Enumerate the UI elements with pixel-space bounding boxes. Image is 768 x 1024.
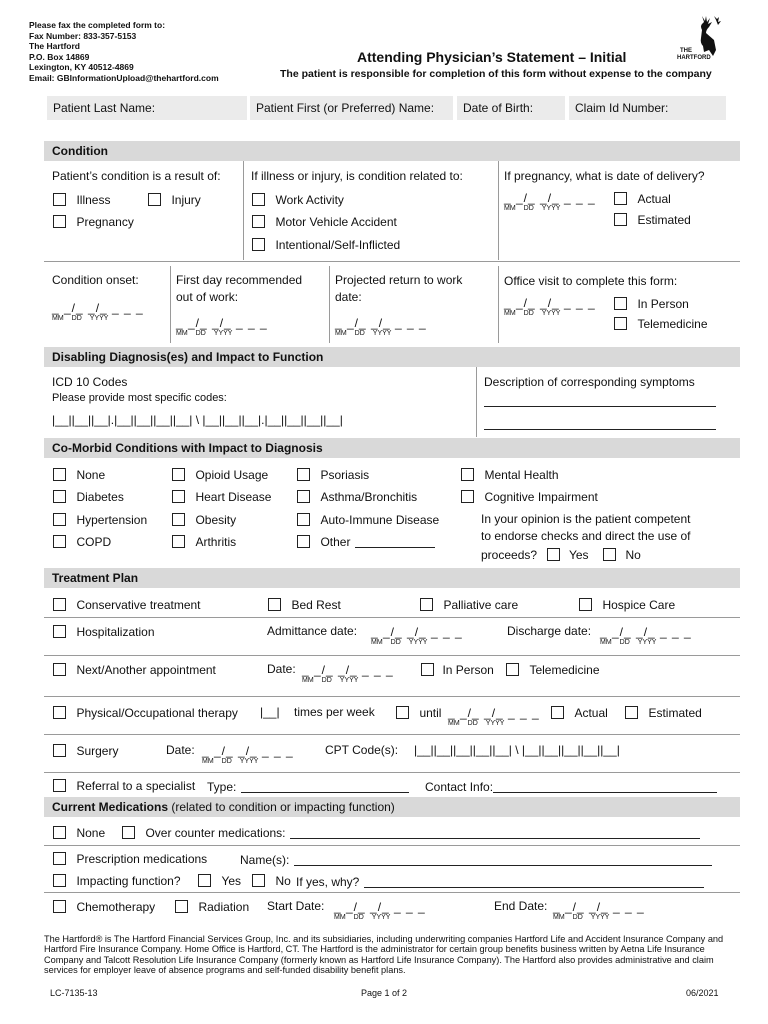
date-format-hint: MM DD YYYY: [600, 639, 657, 646]
comorbid-label: Obesity: [195, 513, 237, 527]
bed-rest-checkbox[interactable]: [268, 598, 281, 611]
prescription-option[interactable]: [53, 850, 207, 868]
comorbid-label: Cognitive Impairment: [484, 490, 598, 504]
therapy-estimated-option[interactable]: [625, 704, 702, 722]
icd-code-input[interactable]: |__||__||__|.|__||__||__||__| \ |__||__||__|.|__||__||__||__|: [52, 413, 343, 427]
delivery-date-field[interactable]: [504, 191, 596, 213]
otc-checkbox[interactable]: [122, 826, 135, 839]
patient-first-name-label: Patient First (or Preferred) Name:: [256, 101, 435, 115]
surgery-option[interactable]: [53, 742, 118, 760]
next-appt-option[interactable]: [53, 661, 216, 679]
psoriasis-checkbox[interactable]: [297, 468, 310, 481]
therapy-estimated-checkbox[interactable]: [625, 706, 638, 719]
related-to-label: If illness or injury, is condition related to:: [251, 169, 463, 183]
illness-checkbox[interactable]: [53, 193, 66, 206]
chemo-option[interactable]: [53, 898, 155, 916]
form-title: Attending Physician’s Statement – Initial: [357, 49, 627, 65]
date-format-hint: MM DD YYYY: [52, 315, 109, 322]
date-format-hint: MM DD YYYY: [504, 205, 561, 212]
surgery-date-blank: _ _/_ _/_ _ _ _: [202, 744, 294, 758]
start-date-blank: _ _/_ _/_ _ _ _: [334, 900, 426, 914]
illness-label: Illness: [76, 193, 111, 207]
divider: [44, 261, 740, 262]
legal-disclaimer: The Hartford® is The Hartford Financial Services Group, Inc. and its subsidiaries, including underwriting companies Hartford Life and Accident Insurance Company and Hartford Fire Insurance Company. Home Office is Hartford, CT. The Hartford is the administrator for certain group benefits business written by Aetna Life Insurance Company and Talcott Resolution Life Insurance Company (formerly known as Hartford Life Insurance Company). The Hartford also provides administrative and claim services for employer leave of absence programs and self-funded disability benefit plans.: [44, 934, 724, 976]
palliative-checkbox[interactable]: [420, 598, 433, 611]
times-per-week-input[interactable]: |__|: [260, 705, 280, 719]
radiation-label: Radiation: [198, 900, 250, 914]
patient-last-name-label: Patient Last Name:: [53, 101, 156, 115]
injury-label: Injury: [171, 193, 201, 207]
competent-line-1: In your opinion is the patient competent: [481, 512, 691, 526]
psoriasis-option[interactable]: [297, 466, 369, 484]
surgery-label: Surgery: [76, 744, 119, 758]
divider: [44, 845, 740, 846]
impacting-yes-checkbox[interactable]: [198, 874, 211, 887]
first-day-date-blank: _ _/_ _/_ _ _ _: [176, 316, 268, 330]
condition-result-label: Patient’s condition is a result of:: [52, 169, 221, 183]
chemo-label: Chemotherapy: [76, 900, 156, 914]
office-visit-label: Office visit to complete this form:: [504, 274, 678, 288]
comorbid-label: Asthma/Bronchitis: [320, 490, 418, 504]
competent-question: proceeds?: [481, 548, 538, 562]
delivery-estimated-label: Estimated: [637, 213, 691, 227]
surgery-checkbox[interactable]: [53, 744, 66, 757]
dob-label: Date of Birth:: [463, 101, 534, 115]
logo-the: THE: [680, 48, 692, 54]
contact-email: Email: GBInformationUpload@thehartford.com: [29, 72, 219, 83]
delivery-estimated-checkbox[interactable]: [614, 213, 627, 226]
therapy-actual-label: Actual: [574, 706, 608, 720]
hartford-logo: [676, 16, 722, 68]
injury-checkbox[interactable]: [148, 193, 161, 206]
divider: [498, 266, 499, 343]
visit-in-person-label: In Person: [637, 297, 689, 311]
date-format-hint: MM DD YYYY: [335, 330, 392, 337]
otc-input[interactable]: [290, 827, 700, 839]
hospice-label: Hospice Care: [602, 598, 676, 612]
other-option[interactable]: [297, 533, 435, 551]
date-format-hint: MM DD YYYY: [371, 639, 428, 646]
discharge-date-label: Discharge date:: [507, 624, 592, 638]
chemo-checkbox[interactable]: [53, 900, 66, 913]
contact-city: Lexington, KY 40512-4869: [29, 62, 134, 72]
visit-telemedicine-option[interactable]: [614, 315, 708, 333]
medications-header-note: (related to condition or impacting function): [168, 800, 395, 814]
hypertension-option[interactable]: [53, 511, 147, 529]
start-date-field[interactable]: [334, 900, 426, 922]
symptoms-line-2[interactable]: [484, 418, 716, 430]
comorbid-label: Hypertension: [76, 513, 148, 527]
competent-no-checkbox[interactable]: [603, 548, 616, 561]
obesity-option[interactable]: [172, 511, 236, 529]
therapy-option[interactable]: [53, 704, 238, 722]
mva-option[interactable]: [252, 213, 397, 231]
next-appt-checkbox[interactable]: [53, 663, 66, 676]
divider: [243, 161, 244, 260]
hospitalization-option[interactable]: [53, 623, 155, 641]
page-number: Page 1 of 2: [361, 988, 408, 998]
delivery-actual-option[interactable]: [614, 190, 671, 208]
date-format-hint: MM DD YYYY: [504, 310, 561, 317]
self-inflicted-checkbox[interactable]: [252, 238, 265, 251]
condition-header: Condition: [44, 141, 740, 161]
hypertension-checkbox[interactable]: [53, 513, 66, 526]
onset-date-blank: _ _/_ _/_ _ _ _: [52, 301, 144, 315]
next-appt-date-field[interactable]: [302, 663, 394, 685]
competent-yes-checkbox[interactable]: [547, 548, 560, 561]
comorbid-label: Diabetes: [76, 490, 124, 504]
diabetes-checkbox[interactable]: [53, 490, 66, 503]
pregnancy-label: Pregnancy: [76, 215, 134, 229]
referral-type-field[interactable]: [207, 778, 409, 796]
bed-rest-label: Bed Rest: [291, 598, 341, 612]
contact-fax: Fax Number: 833-357-5153: [29, 30, 137, 41]
divider: [170, 266, 171, 343]
admit-date-label: Admittance date:: [267, 624, 358, 638]
self-inflicted-option[interactable]: [252, 236, 400, 254]
referral-checkbox[interactable]: [53, 779, 66, 792]
therapy-until-date-field[interactable]: [448, 706, 540, 728]
visit-telemedicine-checkbox[interactable]: [614, 317, 627, 330]
appt-telemedicine-checkbox[interactable]: [506, 663, 519, 676]
other-input[interactable]: [355, 536, 435, 548]
symptoms-label: Description of corresponding symptoms: [484, 375, 695, 389]
prescription-names-label: Name(s):: [240, 853, 290, 867]
comorbid-none-option[interactable]: [53, 466, 105, 484]
until-label: until: [419, 706, 442, 720]
surgery-date-field[interactable]: [202, 744, 294, 766]
divider: [329, 266, 330, 343]
claim-id-label: Claim Id Number:: [575, 101, 669, 115]
pregnancy-date-label: If pregnancy, what is date of delivery?: [504, 169, 705, 183]
times-per-week-label: times per week: [294, 705, 375, 719]
icd-label: ICD 10 Codes: [52, 375, 128, 389]
visit-in-person-checkbox[interactable]: [614, 297, 627, 310]
radiation-option[interactable]: [175, 898, 249, 916]
referral-label: Referral to a specialist: [76, 779, 196, 793]
therapy-label: Physical/Occupational therapy: [76, 706, 238, 720]
cognitive-checkbox[interactable]: [461, 490, 474, 503]
referral-option[interactable]: [53, 777, 195, 795]
palliative-option[interactable]: [420, 596, 518, 614]
comorbid-label: Other: [320, 535, 351, 549]
impacting-why-label: If yes, why?: [296, 875, 360, 889]
start-date-label: Start Date:: [267, 899, 325, 913]
treatment-header: Treatment Plan: [44, 568, 740, 588]
end-date-blank: _ _/_ _/_ _ _ _: [553, 900, 645, 914]
conservative-checkbox[interactable]: [53, 598, 66, 611]
pregnancy-option[interactable]: [53, 213, 134, 231]
admit-date-field[interactable]: [371, 625, 463, 647]
comorbid-none-checkbox[interactable]: [53, 468, 66, 481]
asthma-checkbox[interactable]: [297, 490, 310, 503]
referral-type-input[interactable]: [241, 781, 409, 793]
until-option[interactable]: [396, 704, 441, 722]
appt-in-person-label: In Person: [442, 663, 494, 677]
return-date-blank: _ _/_ _/_ _ _ _: [335, 316, 427, 330]
palliative-label: Palliative care: [443, 598, 519, 612]
autoimmune-option[interactable]: [297, 511, 439, 529]
divider: [44, 696, 740, 697]
contact-info-input[interactable]: [493, 781, 717, 793]
return-label-2: date:: [335, 290, 362, 304]
impacting-label: Impacting function?: [76, 874, 181, 888]
arthritis-option[interactable]: [172, 533, 236, 551]
other-checkbox[interactable]: [297, 535, 310, 548]
autoimmune-checkbox[interactable]: [297, 513, 310, 526]
first-day-label-1: First day recommended: [176, 273, 303, 287]
office-visit-date-blank: _ _/_ _/_ _ _ _: [504, 296, 596, 310]
appt-telemedicine-option[interactable]: [506, 661, 600, 679]
therapy-actual-option[interactable]: [551, 704, 608, 722]
conservative-option[interactable]: [53, 596, 201, 614]
first-day-label-2: out of work:: [176, 290, 239, 304]
fax-instructions: [29, 20, 219, 83]
conservative-label: Conservative treatment: [76, 598, 201, 612]
date-format-hint: MM DD YYYY: [448, 720, 505, 727]
impacting-no-label: No: [275, 874, 291, 888]
competent-no-label: No: [625, 548, 641, 562]
prescription-label: Prescription medications: [76, 852, 208, 866]
comorbid-label: Heart Disease: [195, 490, 272, 504]
divider: [476, 367, 477, 437]
onset-label: Condition onset:: [52, 273, 139, 287]
impacting-no-checkbox[interactable]: [252, 874, 265, 887]
icd-note: Please provide most specific codes:: [52, 392, 227, 404]
therapy-until-date-blank: _ _/_ _/_ _ _ _: [448, 706, 540, 720]
meds-none-option[interactable]: [53, 824, 105, 842]
divider: [44, 734, 740, 735]
pregnancy-checkbox[interactable]: [53, 215, 66, 228]
therapy-checkbox[interactable]: [53, 706, 66, 719]
symptoms-line-1[interactable]: [484, 395, 716, 407]
discharge-date-blank: _ _/_ _/_ _ _ _: [600, 625, 692, 639]
prescription-names-input[interactable]: [294, 854, 712, 866]
date-format-hint: MM DD YYYY: [553, 914, 610, 921]
diagnosis-header: Disabling Diagnosis(es) and Impact to Function: [44, 347, 740, 367]
next-appt-date-blank: _ _/_ _/_ _ _ _: [302, 663, 394, 677]
divider: [44, 617, 740, 618]
copd-option[interactable]: [53, 533, 111, 551]
medications-header: [44, 797, 740, 817]
delivery-actual-label: Actual: [637, 192, 671, 206]
cpt-code-input[interactable]: |__||__||__||__||__| \ |__||__||__||__||__|: [414, 743, 620, 757]
copd-checkbox[interactable]: [53, 535, 66, 548]
impacting-why-field[interactable]: [296, 873, 704, 891]
end-date-label: End Date:: [494, 899, 548, 913]
divider: [498, 161, 499, 260]
contact-line: Please fax the completed form to:: [29, 20, 166, 30]
work-activity-checkbox[interactable]: [252, 193, 265, 206]
radiation-checkbox[interactable]: [175, 900, 188, 913]
impacting-option[interactable]: [53, 872, 181, 890]
prescription-checkbox[interactable]: [53, 852, 66, 865]
comorbid-label: None: [76, 468, 106, 482]
work-activity-option[interactable]: [252, 191, 344, 209]
impacting-no-option[interactable]: [252, 872, 291, 890]
discharge-date-field[interactable]: [600, 625, 692, 647]
next-appt-date-label: Date:: [267, 662, 296, 676]
logo-hartford: HARTFORD: [677, 55, 711, 61]
bed-rest-option[interactable]: [268, 596, 341, 614]
cpt-label: CPT Code(s):: [325, 743, 399, 757]
hospice-option[interactable]: [579, 596, 675, 614]
patient-last-name-field[interactable]: [47, 96, 247, 120]
referral-type-label: Type:: [207, 780, 237, 794]
prescription-names-field[interactable]: [240, 851, 712, 869]
appt-in-person-checkbox[interactable]: [421, 663, 434, 676]
contact-info-field[interactable]: [425, 778, 717, 796]
competent-line-2: to endorse checks and direct the use of: [481, 529, 691, 543]
opioid-checkbox[interactable]: [172, 468, 185, 481]
date-format-hint: MM DD YYYY: [176, 330, 233, 337]
claim-id-field[interactable]: [569, 96, 726, 120]
divider: [44, 655, 740, 656]
hospitalization-label: Hospitalization: [76, 625, 155, 639]
meds-none-checkbox[interactable]: [53, 826, 66, 839]
mva-label: Motor Vehicle Accident: [275, 215, 397, 229]
date-format-hint: MM DD YYYY: [302, 677, 359, 684]
first-day-date-field[interactable]: [176, 316, 268, 338]
comorbid-label: Auto-Immune Disease: [320, 513, 440, 527]
diabetes-option[interactable]: [53, 488, 124, 506]
next-appt-label: Next/Another appointment: [76, 663, 216, 677]
end-date-field[interactable]: [553, 900, 645, 922]
visit-in-person-option[interactable]: [614, 295, 689, 313]
heart-disease-checkbox[interactable]: [172, 490, 185, 503]
comorbid-label: Opioid Usage: [195, 468, 269, 482]
return-label-1: Projected return to work: [335, 273, 463, 287]
competent-yes-label: Yes: [568, 548, 589, 562]
comorbid-label: Mental Health: [484, 468, 559, 482]
otc-option[interactable]: [122, 824, 700, 842]
impacting-yes-label: Yes: [221, 874, 242, 888]
dob-field[interactable]: [457, 96, 565, 120]
date-format-hint: MM DD YYYY: [202, 758, 259, 765]
date-format-hint: MM DD YYYY: [334, 914, 391, 921]
delivery-date-blank: _ _/_ _/_ _ _ _: [504, 191, 596, 205]
appt-in-person-option[interactable]: [421, 661, 494, 679]
competent-line-3: [481, 546, 641, 564]
meds-none-label: None: [76, 826, 106, 840]
hospice-checkbox[interactable]: [579, 598, 592, 611]
until-checkbox[interactable]: [396, 706, 409, 719]
divider: [44, 772, 740, 773]
otc-label: Over counter medications:: [145, 826, 286, 840]
contact-info-label: Contact Info:: [425, 780, 494, 794]
arthritis-checkbox[interactable]: [172, 535, 185, 548]
admit-date-blank: _ _/_ _/_ _ _ _: [371, 625, 463, 639]
form-subtitle: The patient is responsible for completion of this form without expense to the company: [280, 68, 712, 80]
cognitive-option[interactable]: [461, 488, 598, 506]
visit-telemedicine-label: Telemedicine: [637, 317, 708, 331]
hospitalization-checkbox[interactable]: [53, 625, 66, 638]
illness-option[interactable]: [53, 191, 110, 209]
medications-header-bold: Current Medications: [52, 800, 169, 814]
mental-health-option[interactable]: [461, 466, 559, 484]
divider: [44, 892, 740, 893]
comorbid-label: Psoriasis: [320, 468, 370, 482]
opioid-option[interactable]: [172, 466, 268, 484]
form-id: LC-7135-13: [50, 988, 98, 998]
impacting-why-input[interactable]: [364, 876, 704, 888]
patient-first-name-field[interactable]: [250, 96, 453, 120]
surgery-date-label: Date:: [166, 743, 195, 757]
comorbid-label: COPD: [76, 535, 112, 549]
comorbid-label: Arthritis: [195, 535, 237, 549]
comorbid-header: Co-Morbid Conditions with Impact to Diagnosis: [44, 438, 740, 458]
self-inflicted-label: Intentional/Self-Inflicted: [275, 238, 401, 252]
revision-date: 06/2021: [686, 988, 719, 998]
appt-telemedicine-label: Telemedicine: [529, 663, 600, 677]
delivery-estimated-option[interactable]: [614, 211, 691, 229]
therapy-actual-checkbox[interactable]: [551, 706, 564, 719]
impacting-yes-option[interactable]: [198, 872, 241, 890]
office-visit-date-field[interactable]: [504, 296, 596, 318]
contact-company: The Hartford: [29, 41, 80, 51]
work-activity-label: Work Activity: [275, 193, 344, 207]
contact-pobox: P.O. Box 14869: [29, 51, 90, 62]
impacting-checkbox[interactable]: [53, 874, 66, 887]
heart-disease-option[interactable]: [172, 488, 271, 506]
return-date-field[interactable]: [335, 316, 427, 338]
asthma-option[interactable]: [297, 488, 417, 506]
mental-health-checkbox[interactable]: [461, 468, 474, 481]
delivery-actual-checkbox[interactable]: [614, 192, 627, 205]
therapy-estimated-label: Estimated: [648, 706, 702, 720]
obesity-checkbox[interactable]: [172, 513, 185, 526]
mva-checkbox[interactable]: [252, 215, 265, 228]
injury-option[interactable]: [148, 191, 201, 209]
onset-date-field[interactable]: [52, 301, 144, 323]
